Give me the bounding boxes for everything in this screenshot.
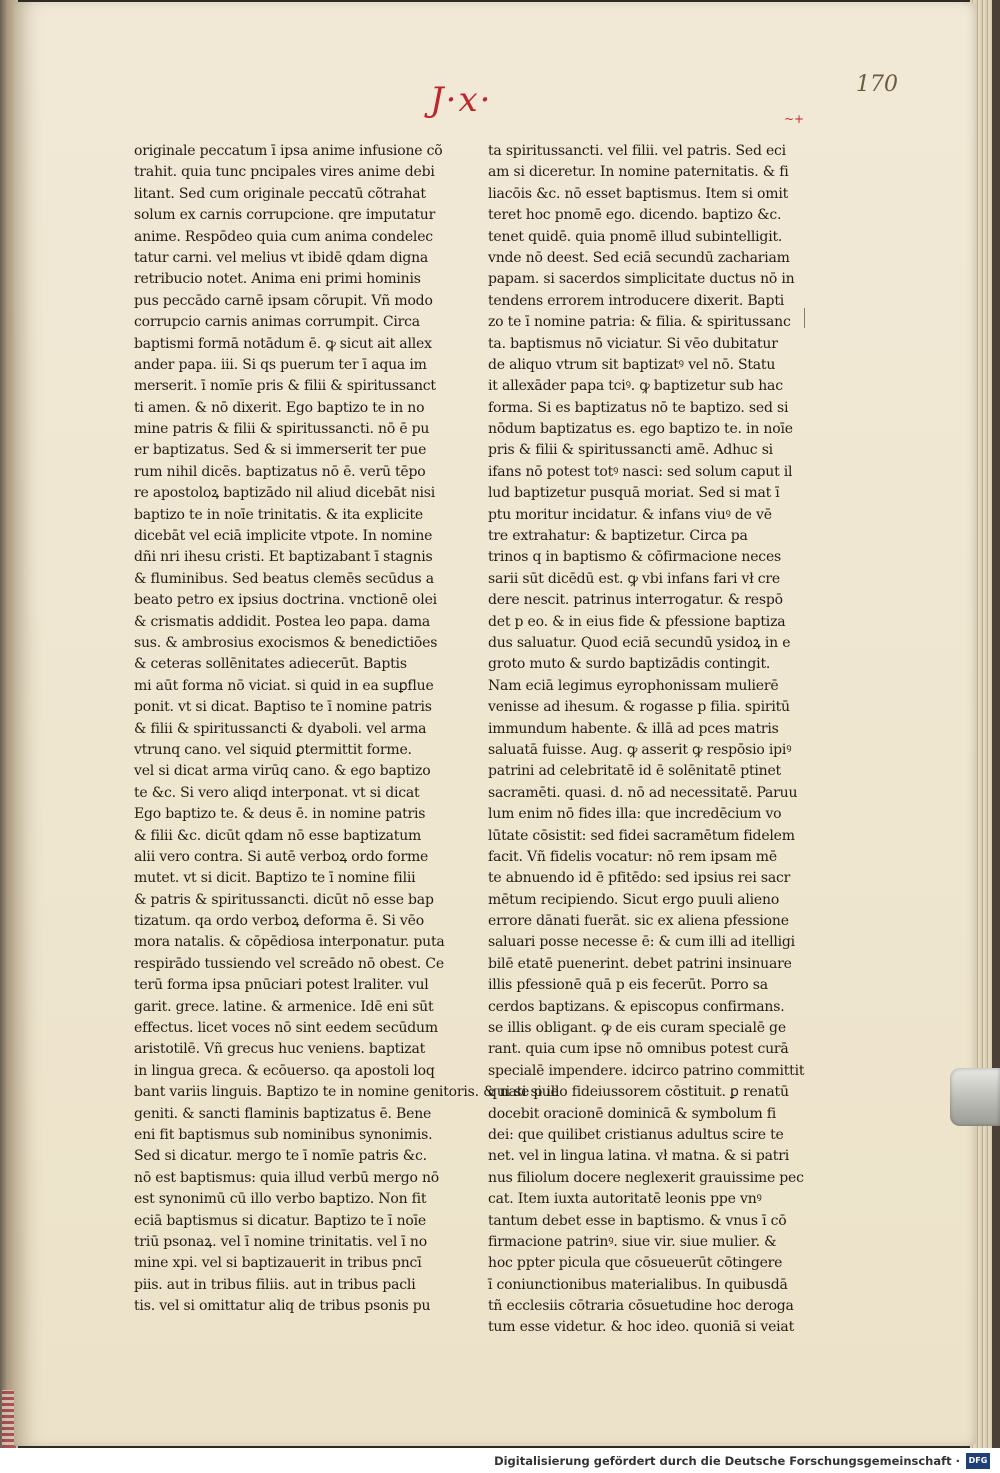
text-line: saluari posse necesse ē: & cum illi ad itelligi: [488, 934, 795, 951]
text-line: er baptizatus. Sed & si immerserit ter pue: [134, 442, 427, 459]
text-line: tñ ecclesiis cōtraria cōsuetudine hoc deroga: [488, 1298, 794, 1315]
text-line: saluatā fuisse. Aug. ꝙ asserit ꝙ respōsio ipiꝰ: [488, 741, 792, 758]
text-line: vtrunq cano. vel siquid ꝑtermittit forme.: [134, 741, 412, 758]
text-line: & fluminibus. Sed beatus clemēs secūdus a: [134, 570, 434, 587]
text-line: facit. Vñ fidelis vocatur: nō rem ipsam mē: [488, 848, 777, 865]
text-line: lūtate cōsistit: sed fidei sacramētum fidelem: [488, 827, 795, 844]
text-line: te &c. Si vero aliqd interponat. vt si dicat: [134, 784, 420, 801]
text-line: baptizo te in noīe trinitatis. & ita explicite: [134, 506, 423, 523]
text-line: illis pfessionē quā p eis fecerūt. Porro sa: [488, 977, 768, 994]
dfg-logo: DFG: [966, 1453, 990, 1469]
text-line: venisse ad ihesum. & rogasse p filia. spiritū: [488, 699, 790, 716]
text-line: se illis obligant. ꝙ de eis curam specialē ge: [488, 1020, 786, 1037]
text-line: tantum debet esse in baptismo. & vnus ī cō: [488, 1212, 787, 1229]
text-line: zo te ī nomine patria: & filia. & spiritussanc: [488, 314, 791, 331]
text-line: piis. aut in tribus filiis. aut in tribus pacli: [134, 1276, 416, 1293]
text-line: mine xpi. vel si baptizauerit in tribus pncī: [134, 1255, 422, 1272]
text-line: alii vero contra. Si autē verboꝝ ordo forme: [134, 848, 429, 865]
text-line: liacōis &c. nō esset baptismus. Item si omit: [488, 185, 789, 202]
text-line: nus filiolum docere neglexerit grauissime pec: [488, 1169, 804, 1186]
text-line: mine patris & filii & spiritussancti. nō ē pu: [134, 421, 430, 438]
text-line: retribucio notet. Anima eni primi hominis: [134, 271, 421, 288]
text-line: qui se p illo fideiussorem cōstituit. ꝑ renatū: [488, 1084, 789, 1101]
text-line: Nam eciā legimus eyrophonissam mulierē: [488, 677, 779, 694]
text-line: aristotilē. Vñ grecus huc veniens. baptizat: [134, 1041, 426, 1058]
text-line: rum nihil dicēs. baptizatus nō ē. verū tēpo: [134, 463, 426, 480]
text-line: dere nescit. patrinus interrogatur. & respō: [488, 592, 783, 609]
text-line: mora natalis. & cōpēdiosa interponatur. puta: [134, 934, 445, 951]
text-line: pris & filii & spiritussancti amē. Adhuc si: [488, 442, 773, 459]
text-line: nō est baptismus: quia illud verbū mergo nō: [134, 1169, 440, 1186]
text-line: ifans nō potest totꝰ nasci: sed solum caput il: [488, 463, 793, 480]
footer-bar: [0, 1448, 1000, 1473]
text-line: tum esse videtur. & hoc ideo. quoniā si veiat: [488, 1319, 795, 1336]
text-line: ti amen. & nō dixerit. Ego baptizo te in no: [134, 399, 425, 416]
text-line: bant variis linguis. Baptizo te in nomine genitoris. & nati siue: [134, 1084, 559, 1101]
text-line: corrupcio carnis animas corrumpit. Circa: [134, 314, 420, 331]
text-line: terū forma ipsa pnūciari potest lraliter. vul: [134, 977, 429, 994]
text-column-right: [488, 141, 804, 1339]
text-line: anime. Respōdeo quia cum anima condelec: [134, 228, 433, 245]
text-line: cerdos baptizans. & episcopus confirmans.: [488, 998, 785, 1015]
text-line: trahit. quia tunc pncipales vires anime debi: [134, 164, 435, 181]
text-line: merserit. ī nomīe pris & filii & spiritussanct: [134, 378, 436, 395]
text-line: geniti. & sancti flaminis baptizatus ē. Bene: [134, 1105, 432, 1122]
text-line: ta. baptismus nō viciatur. Si vēo dubitatur: [488, 335, 778, 352]
text-line: baptismi formā notādum ē. ꝙ sicut ait allex: [134, 335, 432, 352]
text-line: nōdum baptizatus es. ego baptizo te. in noīe: [488, 421, 793, 438]
text-line: ī coniunctionibus materialibus. In quibusdā: [488, 1276, 788, 1293]
text-line: mētum recipiendo. Sicut ergo puuli alieno: [488, 891, 780, 908]
text-line: originale peccatum ī ipsa anime infusione cõ: [134, 143, 443, 159]
text-line: in lingua greca. & ecōuerso. qa apostoli loq: [134, 1062, 435, 1079]
text-line: papam. si sacerdos simplicitate ductus nō in: [488, 271, 795, 288]
text-line: vel si dicat arma virūq cano. & ego baptizo: [134, 763, 431, 780]
text-line: det p eo. & in eius fide & pfessione baptiza: [488, 613, 786, 630]
text-line: specialē impendere. idcirco patrino committit: [488, 1062, 805, 1079]
text-line: rant. quia cum ipse nō omnibus potest curā: [488, 1041, 789, 1058]
text-line: vnde nō deest. Sed eciā secundū zachariam: [488, 249, 790, 266]
text-line: est synonimū cū illo verbo baptizo. Non fit: [134, 1191, 427, 1208]
text-line: tis. vel si omittatur aliq de tribus psonis pu: [134, 1298, 431, 1315]
text-line: tre extrahatur: & baptizetur. Circa pa: [488, 528, 748, 545]
folio-number: 170: [856, 72, 898, 97]
text-line: tendens errorem introducere dixerit. Bapti: [488, 292, 785, 309]
corner-mark: ~+: [784, 112, 805, 126]
text-line: litant. Sed cum originale peccatū cõtrahat: [134, 185, 426, 202]
text-line: lum enim nō fides illa: que incredēcium vo: [488, 806, 782, 823]
text-line: trinos q in baptismo & cōfirmacione neces: [488, 549, 782, 566]
text-line: & crismatis addidit. Postea leo papa. dama: [134, 613, 431, 630]
text-line: firmacione patrinꝰ. siue vir. siue mulier. &: [488, 1233, 777, 1250]
text-line: sus. & ambrosius exocismos & benedictiōes: [134, 634, 438, 651]
text-line: solum ex carnis corrupcione. qre imputatur: [134, 207, 436, 224]
text-line: te abnuendo id ē pfitēdo: sed ipsius rei sacr: [488, 870, 791, 887]
text-line: re apostoloꝝ baptizādo nil aliud dicebāt nisi: [134, 485, 436, 502]
text-line: ta spiritussancti. vel filii. vel patris. Sed eci: [488, 143, 786, 159]
text-line: Sed si dicatur. mergo te ī nomīe patris &c.: [134, 1148, 427, 1165]
text-line: sarii sūt dicēdū est. ꝙ vbi infans fari vł cre: [488, 570, 780, 587]
text-line: patrini ad celebritatē id ē solēnitatē ptinet: [488, 763, 781, 780]
text-line: cat. Item iuxta autoritatē leonis ppe vnꝰ: [488, 1191, 762, 1208]
text-line: dus saluatur. Quod eciā secundū ysidoꝝ in e: [488, 634, 791, 651]
text-line: mutet. vt si dicit. Baptizo te ī nomine filii: [134, 870, 416, 887]
text-line: Ego baptizo te. & deus ē. in nomine patris: [134, 806, 426, 823]
text-line: ptu moritur incidatur. & infans viuꝰ de vē: [488, 506, 772, 523]
text-line: eciā baptismus si dicatur. Baptizo te ī noīe: [134, 1212, 426, 1229]
text-line: dñi nri ihesu cristi. Et baptizabant ī stagnis: [134, 549, 433, 566]
text-line: dicebāt vel eciā implicite vtpote. In nomine: [134, 528, 433, 545]
text-line: respirādo tussiendo vel screādo nō obest. Ce: [134, 955, 444, 972]
text-line: de aliquo vtrum sit baptizatꝰ vel nō. Statu: [488, 356, 776, 373]
page-clip: [950, 1068, 1000, 1126]
text-line: lud baptizetur pusquā moriat. Sed si mat ī: [488, 485, 780, 502]
text-line: & filii &c. dicūt qdam nō esse baptizatum: [134, 827, 422, 844]
text-line: & patris & spiritussancti. dicūt nō esse bap: [134, 891, 434, 908]
text-line: triū psonaꝝ. vel ī nomine trinitatis. vel ī no: [134, 1233, 427, 1250]
text-line: mi aūt forma nō viciat. si quid in ea suꝑflue: [134, 677, 434, 694]
text-line: groto muto & surdo baptizādis contingit.: [488, 656, 771, 673]
text-line: errore dānati fuerāt. sic ex aliena pfessione: [488, 913, 789, 930]
text-line: net. vel in lingua latina. vł matna. & si patri: [488, 1148, 789, 1165]
text-line: immundum habente. & illā ad pces matris: [488, 720, 779, 737]
text-line: docebit oracionē dominicā & symbolum fi: [488, 1105, 777, 1122]
text-line: eni fit baptismus sub nominibus synonimis.: [134, 1126, 433, 1143]
text-line: it allexāder papa tciꝰ. ꝙ baptizetur sub hac: [488, 378, 783, 395]
text-line: & filii & spiritussancti & dyaboli. vel arma: [134, 720, 427, 737]
text-line: effectus. licet voces nō sint eedem secūdum: [134, 1020, 438, 1037]
text-line: sacramēti. quasi. d. nō ad necessitatē. Paruu: [488, 784, 798, 801]
text-line: tizatum. qa ordo verboꝝ deforma ē. Si vēo: [134, 913, 424, 930]
text-line: am si diceretur. In nomine paternitatis. & fi: [488, 164, 789, 181]
text-line: ander papa. iii. Si qs puerum ter ī aqua im: [134, 356, 427, 373]
text-line: pus peccādo carnē ipsam cõrupit. Vñ modo: [134, 292, 433, 309]
text-line: garit. grece. latine. & armenice. Idē eni sūt: [134, 998, 434, 1015]
text-line: beato petro ex ipsius doctrina. vnctionē olei: [134, 592, 437, 609]
text-line: hoc ppter picula que cōsueuerūt cōtingere: [488, 1255, 783, 1272]
footer-credit: Digitalisierung gefördert durch die Deutsche Forschungsgemeinschaft ·: [494, 1453, 960, 1468]
text-line: tatur carni. vel melius vt ibidē qdam digna: [134, 249, 429, 266]
text-line: teret hoc pnomē ego. dicendo. baptizo &c.: [488, 207, 782, 224]
text-line: bilē etatē puenerint. debet patrini insinuare: [488, 955, 792, 972]
page-headline: J·x·: [430, 80, 493, 120]
text-line: dei: que quilibet cristianus adultus scire te: [488, 1126, 784, 1143]
text-line: tenet quidē. quia pnomē illud subintelligit.: [488, 228, 783, 245]
text-line: ponit. vt si dicat. Baptiso te ī nomine patris: [134, 699, 432, 716]
text-line: forma. Si es baptizatus nō te baptizo. sed si: [488, 399, 789, 416]
text-line: & ceteras sollēnitates adiecerūt. Baptis: [134, 656, 407, 673]
